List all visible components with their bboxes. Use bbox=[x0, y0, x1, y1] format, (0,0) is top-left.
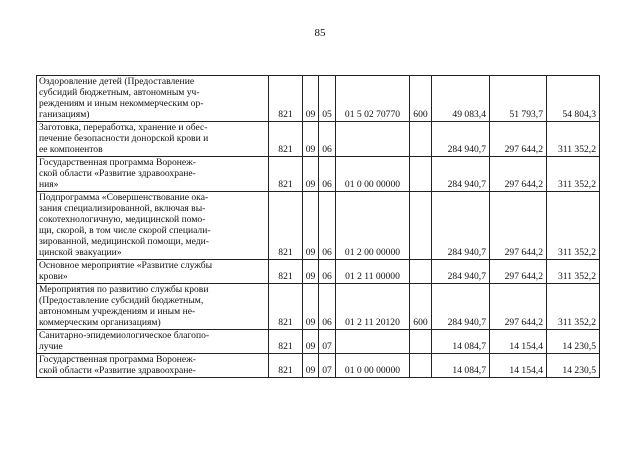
row-subsection-cell: 06 bbox=[319, 122, 336, 157]
row-name-line: крови» bbox=[39, 271, 68, 282]
row-amount-year1-cell: 14 084,7 bbox=[432, 330, 490, 354]
row-name-line: Мероприятия по развитию службы крови bbox=[39, 284, 209, 295]
row-amount-year1-cell: 284 940,7 bbox=[432, 284, 490, 330]
row-amount-year3-cell: 54 804,3 bbox=[547, 76, 600, 122]
row-grbs-cell: 821 bbox=[269, 330, 303, 354]
row-name-cell bbox=[37, 157, 269, 192]
row-name-line: сокотехнологичную, медицинской помо- bbox=[39, 214, 206, 225]
row-grbs-cell: 821 bbox=[269, 76, 303, 122]
row-amount-year3-cell: 14 230,5 bbox=[547, 354, 600, 378]
row-grbs-cell: 821 bbox=[269, 192, 303, 260]
row-grbs-cell: 821 bbox=[269, 122, 303, 157]
row-amount-year2-cell: 14 154,4 bbox=[490, 330, 547, 354]
row-section-cell: 09 bbox=[303, 76, 319, 122]
table-row bbox=[37, 157, 600, 192]
row-name-line: коммерческим организациям) bbox=[39, 317, 161, 328]
row-name-line: автономным учреждениям и иным не- bbox=[39, 306, 196, 317]
row-expense-type-cell bbox=[410, 192, 432, 260]
row-name-line: щи, скорой, в том числе скорой специали- bbox=[39, 225, 211, 236]
row-name-line: ской области «Развитие здравоохране- bbox=[39, 168, 196, 179]
row-name-line: субсидий бюджетным, автономным уч- bbox=[39, 87, 200, 98]
table-row bbox=[37, 260, 600, 284]
row-target-article-cell: 01 2 11 20120 bbox=[336, 284, 410, 330]
row-amount-year3-cell: 311 352,2 bbox=[547, 157, 600, 192]
row-target-article-cell bbox=[336, 122, 410, 157]
row-name-line: Основное мероприятие «Развитие службы bbox=[39, 260, 213, 271]
row-name-cell bbox=[37, 284, 269, 330]
row-subsection-cell: 07 bbox=[319, 330, 336, 354]
row-name-cell bbox=[37, 330, 269, 354]
row-name-line: ской области «Развитие здравоохране- bbox=[39, 365, 196, 376]
row-amount-year3-cell: 311 352,2 bbox=[547, 284, 600, 330]
row-name-line: Государственная программа Воронеж- bbox=[39, 157, 196, 168]
row-section-cell: 09 bbox=[303, 330, 319, 354]
row-subsection-cell: 06 bbox=[319, 284, 336, 330]
budget-table bbox=[36, 75, 600, 378]
row-name-line: печение безопасности донорской крови и bbox=[39, 133, 209, 144]
row-grbs-cell: 821 bbox=[269, 157, 303, 192]
row-target-article-cell: 01 2 11 00000 bbox=[336, 260, 410, 284]
row-section-cell: 09 bbox=[303, 192, 319, 260]
row-name-line: Заготовка, переработка, хранение и обес- bbox=[39, 122, 208, 133]
row-name-line: ее компонентов bbox=[39, 144, 103, 155]
row-grbs-cell: 821 bbox=[269, 284, 303, 330]
row-amount-year2-cell: 297 644,2 bbox=[490, 260, 547, 284]
row-amount-year1-cell: 49 083,4 bbox=[432, 76, 490, 122]
row-name-cell bbox=[37, 122, 269, 157]
row-amount-year3-cell: 311 352,2 bbox=[547, 192, 600, 260]
row-amount-year1-cell: 284 940,7 bbox=[432, 122, 490, 157]
row-amount-year1-cell: 284 940,7 bbox=[432, 157, 490, 192]
row-amount-year2-cell: 297 644,2 bbox=[490, 284, 547, 330]
row-name-line: зированной, медицинской помощи, меди- bbox=[39, 236, 209, 247]
row-amount-year1-cell: 284 940,7 bbox=[432, 192, 490, 260]
row-expense-type-cell bbox=[410, 330, 432, 354]
row-amount-year1-cell: 14 084,7 bbox=[432, 354, 490, 378]
row-amount-year2-cell: 51 793,7 bbox=[490, 76, 547, 122]
row-target-article-cell: 01 5 02 70770 bbox=[336, 76, 410, 122]
row-expense-type-cell bbox=[410, 354, 432, 378]
table-row bbox=[37, 192, 600, 260]
row-name-line: цинской эвакуации» bbox=[39, 247, 122, 258]
row-amount-year2-cell: 297 644,2 bbox=[490, 192, 547, 260]
row-section-cell: 09 bbox=[303, 354, 319, 378]
row-section-cell: 09 bbox=[303, 157, 319, 192]
row-name-line: Санитарно-эпидемиологическое благопо- bbox=[39, 330, 210, 341]
table-row bbox=[37, 76, 600, 122]
row-name-line: зания специализированной, включая вы- bbox=[39, 203, 206, 214]
row-subsection-cell: 06 bbox=[319, 260, 336, 284]
row-name-line: реждениям и иным некоммерческим ор- bbox=[39, 98, 204, 109]
row-amount-year2-cell: 297 644,2 bbox=[490, 122, 547, 157]
row-amount-year3-cell: 311 352,2 bbox=[547, 260, 600, 284]
row-name-line: (Предоставление субсидий бюджетным, bbox=[39, 295, 204, 306]
row-name-line: Оздоровление детей (Предоставление bbox=[39, 76, 195, 87]
row-expense-type-cell: 600 bbox=[410, 284, 432, 330]
row-amount-year2-cell: 297 644,2 bbox=[490, 157, 547, 192]
row-name-line: лучие bbox=[39, 341, 63, 352]
table-row bbox=[37, 284, 600, 330]
budget-table-body bbox=[37, 76, 600, 378]
row-name-cell bbox=[37, 354, 269, 378]
row-target-article-cell bbox=[336, 330, 410, 354]
row-grbs-cell: 821 bbox=[269, 260, 303, 284]
row-name-line: ганизациям) bbox=[39, 109, 90, 120]
row-subsection-cell: 06 bbox=[319, 192, 336, 260]
row-section-cell: 09 bbox=[303, 284, 319, 330]
row-amount-year1-cell: 284 940,7 bbox=[432, 260, 490, 284]
row-expense-type-cell bbox=[410, 157, 432, 192]
row-expense-type-cell bbox=[410, 122, 432, 157]
row-name-cell bbox=[37, 260, 269, 284]
table-row bbox=[37, 330, 600, 354]
row-amount-year2-cell: 14 154,4 bbox=[490, 354, 547, 378]
row-name-line: Государственная программа Воронеж- bbox=[39, 354, 196, 365]
row-section-cell: 09 bbox=[303, 122, 319, 157]
row-subsection-cell: 07 bbox=[319, 354, 336, 378]
row-grbs-cell: 821 bbox=[269, 354, 303, 378]
row-subsection-cell: 05 bbox=[319, 76, 336, 122]
row-section-cell: 09 bbox=[303, 260, 319, 284]
table-row bbox=[37, 122, 600, 157]
row-expense-type-cell: 600 bbox=[410, 76, 432, 122]
row-name-line: ния» bbox=[39, 179, 59, 190]
row-target-article-cell: 01 0 00 00000 bbox=[336, 157, 410, 192]
row-name-cell bbox=[37, 192, 269, 260]
row-name-line: Подпрограмма «Совершенствование ока- bbox=[39, 192, 209, 203]
row-target-article-cell: 01 2 00 00000 bbox=[336, 192, 410, 260]
row-target-article-cell: 01 0 00 00000 bbox=[336, 354, 410, 378]
row-amount-year3-cell: 311 352,2 bbox=[547, 122, 600, 157]
row-expense-type-cell bbox=[410, 260, 432, 284]
row-name-cell bbox=[37, 76, 269, 122]
row-subsection-cell: 06 bbox=[319, 157, 336, 192]
row-amount-year3-cell: 14 230,5 bbox=[547, 330, 600, 354]
table-row bbox=[37, 354, 600, 378]
page-number: 85 bbox=[314, 27, 326, 39]
